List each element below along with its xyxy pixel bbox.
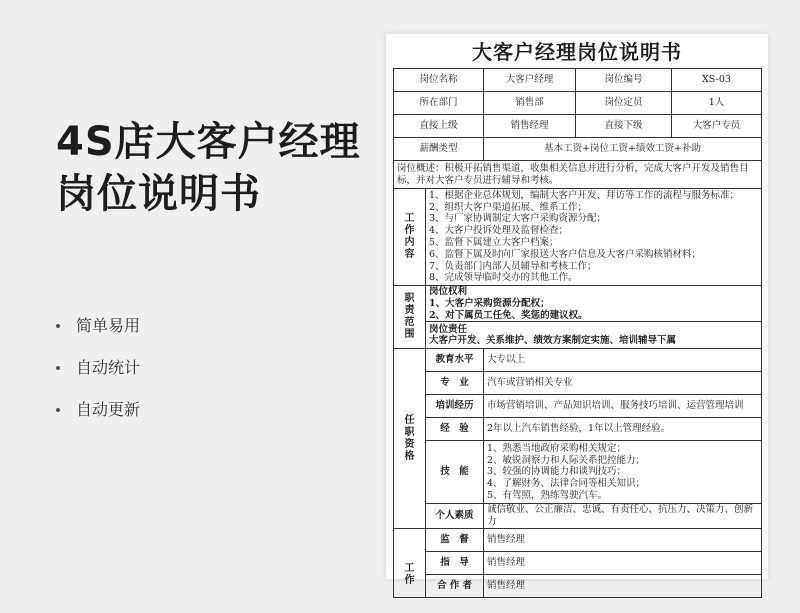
job-table: [393, 68, 762, 598]
list-item: 2、对下属员工任免、奖惩的建议权。: [429, 309, 588, 321]
doc-title: 大客户经理岗位说明书: [472, 40, 682, 64]
list-item: 1、根据企业总体规划，编制大客户开发、拜访等工作的流程与服务标准；: [429, 189, 740, 201]
table-row: [394, 286, 762, 322]
relation-value: 销售经理: [484, 529, 762, 552]
qual-label: 经 验: [426, 418, 484, 441]
responsibility-text: 大客户开发、关系维护、绩效方案制定实施、培训辅导下属: [429, 335, 677, 347]
table-row: [394, 441, 762, 504]
job-code: XS-03: [672, 69, 762, 92]
list-item: 3、与厂家协调制定大客户采购资源分配；: [429, 213, 607, 225]
duty-scope-label: 职 责 范 围: [394, 286, 426, 349]
relation-label: 合 作 者: [426, 575, 484, 598]
list-item: 7、负责部门内部人员辅导和考核工作；: [429, 260, 597, 272]
job-code-label: 岗位编号: [576, 69, 672, 92]
skills-list: [484, 441, 762, 504]
responsibility-block: [426, 322, 762, 349]
subordinate: 大客户专员: [672, 115, 762, 138]
table-row: [394, 322, 762, 349]
list-item: 6、监督下属及时向厂家报送大客户信息及大客户采购核销材料；: [429, 248, 702, 260]
list-item: 3、较强的协调能力和谈判技巧；: [487, 466, 627, 478]
promo-title-line1: 4S店大客户经理: [56, 119, 361, 165]
feature-item: 自动统计: [56, 350, 140, 392]
table-row: [394, 115, 762, 138]
relation-label: 指 导: [426, 552, 484, 575]
feature-item: 简单易用: [56, 308, 140, 350]
dept-label: 所在部门: [394, 92, 484, 115]
work-content-label: 工 作 内 容: [394, 189, 426, 286]
qual-value: 市场营销培训、产品知识培训、服务技巧培训、运营管理培训: [484, 395, 762, 418]
list-item: 2、组织大客户渠道拓展、维系工作；: [429, 201, 588, 213]
list-item: 5、有驾照，熟练驾驶汽车。: [487, 490, 608, 502]
superior-label: 直接上级: [394, 115, 484, 138]
table-row: [394, 92, 762, 115]
subordinate-label: 直接下级: [576, 115, 672, 138]
table-row: [394, 161, 762, 189]
table-row: [394, 189, 762, 286]
list-item: 1、大客户采购资源分配权；: [429, 297, 550, 309]
qualification-label: 任 职 资 格: [394, 349, 426, 529]
qual-value: 2年以上汽车销售经验，1年以上管理经验。: [484, 418, 762, 441]
personal-label: 个人素质: [426, 504, 484, 529]
relation-label: 监 督: [426, 529, 484, 552]
pay-label: 薪酬类型: [394, 138, 484, 161]
authority-block: [426, 286, 762, 322]
headcount: 1人: [672, 92, 762, 115]
headcount-label: 岗位定员: [576, 92, 672, 115]
table-row: [394, 349, 762, 372]
table-row: [394, 69, 762, 92]
qual-label: 教育水平: [426, 349, 484, 372]
job-name-label: 岗位名称: [394, 69, 484, 92]
list-item: 4、大客户投诉处理及监督检查；: [429, 225, 569, 237]
table-row: [394, 552, 762, 575]
table-row: [394, 138, 762, 161]
qual-label: 专 业: [426, 372, 484, 395]
qual-label: 培训经历: [426, 395, 484, 418]
table-row: [394, 575, 762, 598]
qual-value: 大专以上: [484, 349, 762, 372]
table-row: [394, 372, 762, 395]
list-item: 2、敏锐洞察力和人际关系把控能力；: [487, 454, 646, 466]
job-overview: 岗位概述：积极开拓销售渠道，收集相关信息并进行分析，完成大客户开发及销售目标，并对大客户专员进行辅导和考核。: [394, 161, 762, 189]
table-row: [394, 395, 762, 418]
feature-list: [56, 308, 140, 434]
relation-value: 销售经理: [484, 552, 762, 575]
superior: 销售经理: [484, 115, 576, 138]
dept: 销售部: [484, 92, 576, 115]
list-item: 1、熟悉当地政府采购相关规定；: [487, 442, 627, 454]
list-item: 8、完成领导临时交办的其他工作。: [429, 272, 578, 284]
list-item: 5、监督下属建立大客户档案；: [429, 237, 559, 248]
authority-title: 岗位权利: [429, 286, 468, 297]
promo-title-line2: 岗位说明书: [56, 171, 261, 217]
feature-item: 自动更新: [56, 392, 140, 434]
responsibility-title: 岗位责任: [429, 323, 468, 335]
personal-value: 诚信敬业、公正廉洁、忠诚、有责任心、抗压力、决策力、创新力: [484, 504, 762, 529]
document-preview: [386, 34, 768, 592]
table-row: [394, 418, 762, 441]
table-row: [394, 529, 762, 552]
work-content-list: [426, 189, 762, 286]
table-row: [394, 504, 762, 529]
promo-title: [56, 116, 376, 220]
pay-type: 基本工资+岗位工资+绩效工资+补助: [484, 138, 762, 161]
job-name: 大客户经理: [484, 69, 576, 92]
relation-value: 销售经理: [484, 575, 762, 598]
skills-label: 技 能: [426, 441, 484, 504]
work-relation-label: 工 作: [394, 529, 426, 598]
qual-value: 汽车或营销相关专业: [484, 372, 762, 395]
list-item: 4、了解财务、法律合同等相关知识；: [487, 478, 646, 490]
